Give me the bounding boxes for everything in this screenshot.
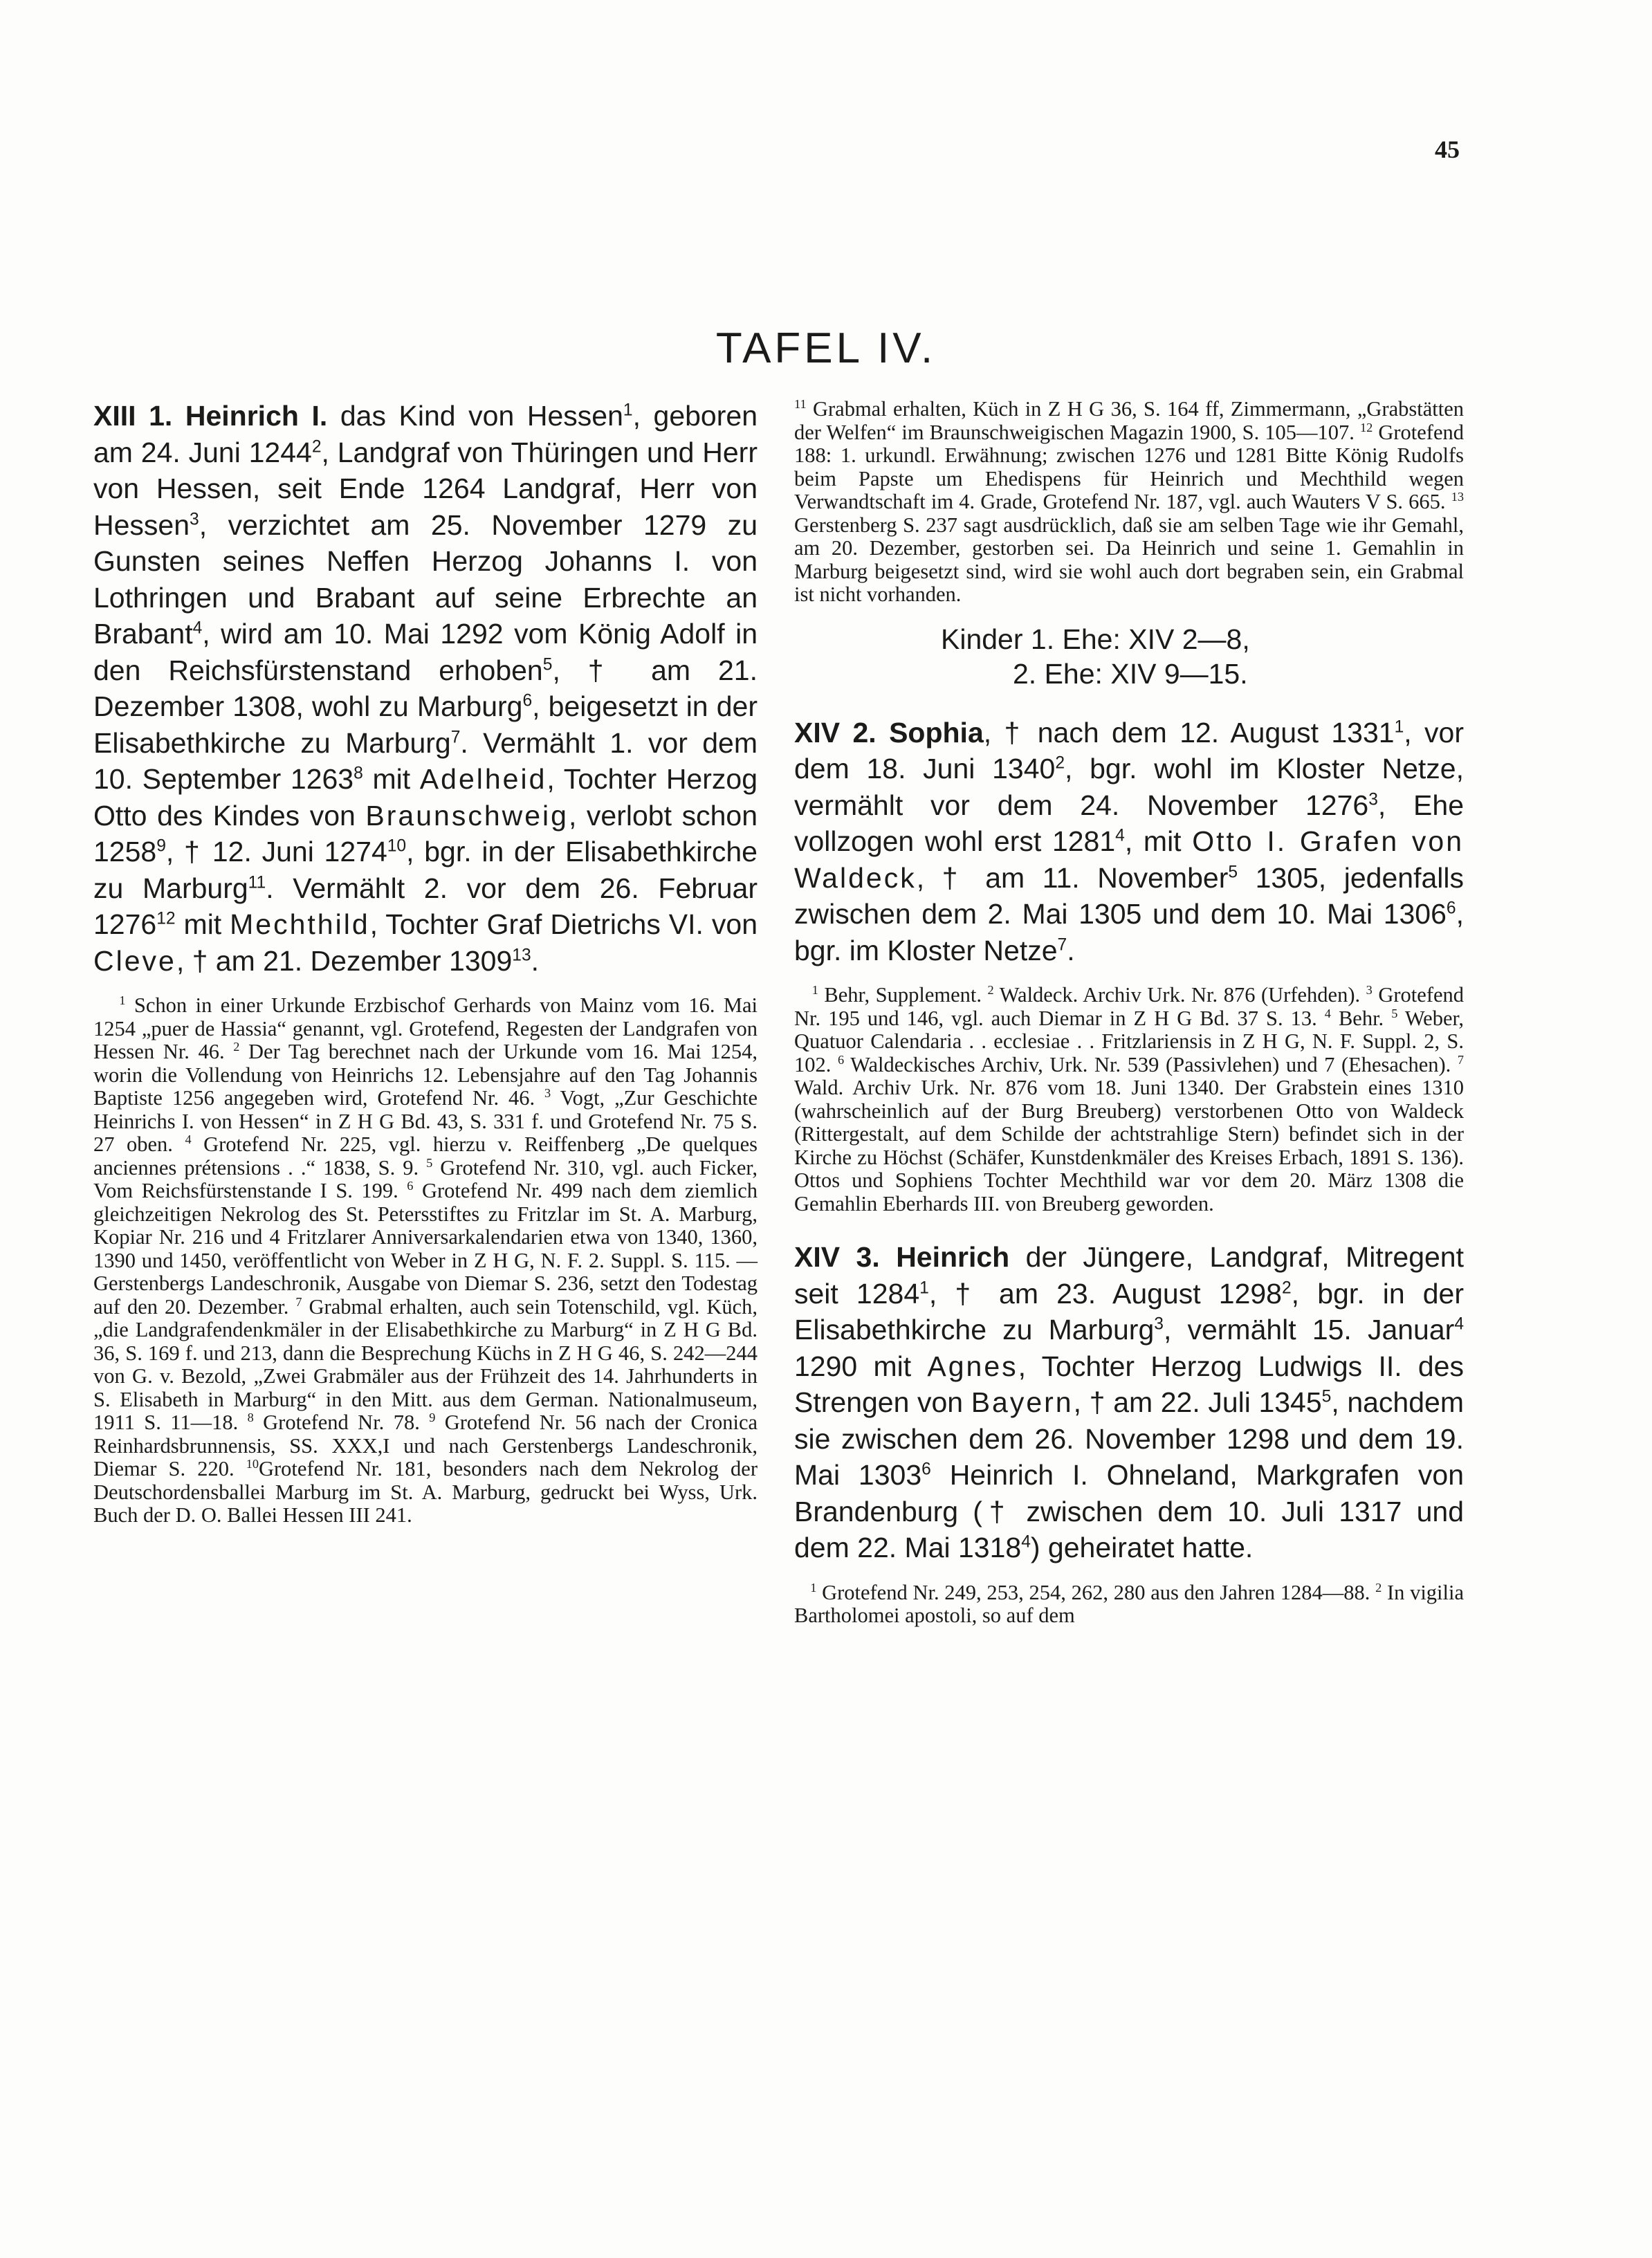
place-name: Braunschweig xyxy=(365,799,569,832)
left-column xyxy=(93,398,758,1527)
entry-number: XIV 3. xyxy=(794,1241,880,1273)
place-name: Cleve xyxy=(93,944,176,977)
person-name: Mechthild xyxy=(230,908,370,940)
page-title: TAFEL IV. xyxy=(715,324,937,372)
entry-heinrich-der-juengere: XIV 3. Heinrich der Jüngere, Landgraf, Mitregent seit 1284$^1$, † am 23. August 1298$^2$, bgr. in der Elisabethkirche zu Marburg$^3$, vermählt 15. Januar$^4$ 1290 mit Agnes, Tochter Herzog Ludwigs II. des Strengen von Bayern, † am 22. Juli 1345$^5$, nachdem sie zwischen dem 26. November 1298 und dem 19. Mai 1303$^6$ Heinrich I. Ohneland, Markgrafen von Brandenburg († zwischen dem 10. Juli 1317 und dem 22. Mai 1318$^4$) geheiratet hatte. xyxy=(794,1241,1465,1563)
entry-name: Heinrich I. xyxy=(185,400,328,432)
right-column xyxy=(794,398,1464,1628)
place-name: Bayern xyxy=(971,1386,1074,1418)
entry-number: XIII 1. xyxy=(93,400,173,432)
entry-sophia: XIV 2. Sophia, † nach dem 12. August 1331$^1$, vor dem 18. Juni 1340$^2$, bgr. wohl im Kloster Netze, vermählt vor dem 24. November 1276$^3$, Ehe vollzogen wohl erst 1281$^4$, mit Otto I. Grafen von Waldeck, † am 11. November$^5$ 1305, jedenfalls zwischen dem 2. Mai 1305 und dem 10. Mai 1306$^6$, bgr. im Kloster Netze$^7$. xyxy=(794,716,1465,966)
person-name: Otto I. Grafen von Waldeck xyxy=(794,825,1464,894)
person-name: Agnes xyxy=(927,1350,1018,1382)
footnotes-heinrich-i: $^1$ Schon in einer Urkunde Erzbischof Gerhards von Mainz vom 16. Mai 1254 „puer de Hassia“ genannt, vgl. Grotefend, Regesten der Landgrafen von Hessen Nr. 46. $^2$ Der Tag berechnet nach der Urkunde vom 16. Mai 1254, worin die Vollendung von Heinrichs 12. Lebensjahre auf den Tag Johannis Baptiste 1256 angegeben wird, Grotefend Nr. 46. $^3$ Vogt, „Zur Geschichte Heinrichs I. von Hessen“ in Z H G Bd. 43, S. 331 f. und Grotefend Nr. 75 S. 27 oben. $^4$ Grotefend Nr. 225, vgl. hierzu v. Reiffenberg „De quelques anciennes prétensions . .“ 1838, S. 9. $^5$ Grotefend Nr. 310, vgl. auch Ficker, Vom Reichsfürstenstande I S. 199. $^6$ Grotefend Nr. 499 nach dem ziemlich gleichzeitigen Nekrolog des St. Petersstiftes zu Fritzlar im St. A. Marburg, Kopiar Nr. 216 und 4 Fritzlarer Anniversarkalendarien etwa von 1340, 1360, 1390 und 1450, veröffentlicht von Weber in Z H G, N. F. 2. Suppl. S. 115. — Gerstenbergs Landeschronik, Ausgabe von Diemar S. 236, setzt den Todestag auf den 20. Dezember. $^7$ Grabmal erhalten, auch sein Totenschild, vgl. Küch, „die Landgrafendenkmäler in der Elisabethkirche zu Marburg“ in Z H G Bd. 36, S. 169 f. und 213, dann die Besprechung Küchs in Z H G 46, S. 242—244 von G. v. Bezold, „Zwei Grabmäler aus der Frühzeit des 14. Jahrhunderts in S. Elisabeth in Marburg“ in den Mitt. aus dem German. Nationalmuseum, 1911 S. 11—18. $^8$ Grotefend Nr. 78. $^9$ Grotefend Nr. 56 nach der Cronica Reinhardsbrunnensis, SS. XXX,I und nach Gerstenbergs Landeschronik, Diemar S. 220. $^{10}$Grotefend Nr. 181, besonders nach dem Nekrolog der Deutschordensballei Marburg im St. A. Marburg, gedruckt bei Wyss, Urk. Buch der D. O. Ballei Hessen III 241. xyxy=(93,993,758,1527)
children-list: Kinder 1. Ehe: XIV 2—8, 2. Ehe: XIV 9—15. xyxy=(941,623,1250,690)
footnotes-sophia: $^1$ Behr, Supplement. $^2$ Waldeck. Archiv Urk. Nr. 876 (Urfehden). $^3$ Grotefend Nr. 195 und 146, vgl. auch Diemar in Z H G Bd. 37 S. 13. $^4$ Behr. $^5$ Weber, Quatuor Calendaria . . ecclesiae . . Fritzlariensis in Z H G, N. F. Suppl. 2, S. 102. $^6$ Waldeckisches Archiv, Urk. Nr. 539 (Passivlehen) und 7 (Ehesachen). $^7$ Wald. Archiv Urk. Nr. 876 vom 18. Juni 1340. Der Grabstein eines 1310 (wahrscheinlich auf der Burg Breuberg) verstorbenen Otto von Waldeck (Rittergestalt, auf dem Schilde der achtstrahlige Stern) befindet sich in der Kirche zu Höchst (Schäfer, Kunstdenkmäler des Kreises Erbach, 1891 S. 136). Ottos und Sophiens Tochter Mechthild war vor dem 20. März 1308 die Gemahlin Eberhards III. von Breuberg geworden. xyxy=(794,982,1465,1215)
entry-name: Sophia xyxy=(889,716,984,749)
entry-heinrich-i: XIII 1. Heinrich I. das Kind von Hessen$^1$, geboren am 24. Juni 1244$^2$, Landgraf von Thüringen und Herr von Hessen, seit Ende 1264 Landgraf, Herr von Hessen$^3$, verzichtet am 25. November 1279 zu Gunsten seines Neffen Herzog Johanns I. von Lothringen und Brabant auf seine Erbrechte an Brabant$^4$, wird am 10. Mai 1292 vom König Adolf in den Reichsfürstenstand erhoben$^5$, † am 21. Dezember 1308, wohl zu Marburg$^6$, beigesetzt in der Elisabethkirche zu Marburg$^7$. Vermählt 1. vor dem 10. September 1263$^8$ mit Adelheid, Tochter Herzog Otto des Kindes von Braunschweig, verlobt schon 1258$^9$, † 12. Juni 1274$^{10}$, bgr. in der Elisabethkirche zu Marburg$^{11}$. Vermählt 2. vor dem 26. Februar 1276$^{12}$ mit Mechthild, Tochter Graf Dietrichs VI. von Cleve, † am 21. Dezember 1309$^{13}$. xyxy=(93,400,758,977)
footnotes-heinrich-i-continued: $^{11}$ Grabmal erhalten, Küch in Z H G 36, S. 164 ff, Zimmermann, „Grabstätten der Welfen“ im Braunschweigischen Magazin 1900, S. 105—107. $^{12}$ Grotefend 188: 1. urkundl. Erwähnung; zwischen 1276 und 1281 Bitte König Rudolfs beim Papste um Ehedispens für Heinrich und Mechthild wegen Verwandtschaft im 4. Grade, Grotefend Nr. 187, vgl. auch Wauters V S. 665. $^{13}$ Gerstenberg S. 237 sagt ausdrücklich, daß sie am selben Tage wie ihr Gemahl, am 20. Dezember, gestorben sei. Da Heinrich und seine 1. Gemahlin in Marburg beigesetzt sind, wird sie wohl auch dort begraben sein, ein Grabmal ist nicht vorhanden. xyxy=(794,396,1465,606)
person-name: Adelheid xyxy=(419,763,547,795)
page-number: 45 xyxy=(1435,136,1460,163)
entry-name: Heinrich xyxy=(896,1241,1010,1273)
footnotes-heinrich-der-juengere: $^1$ Grotefend Nr. 249, 253, 254, 262, 280 aus den Jahren 1284—88. $^2$ In vigilia Bartholomei apostoli, so auf dem xyxy=(794,1580,1465,1627)
entry-number: XIV 2. xyxy=(794,716,877,749)
